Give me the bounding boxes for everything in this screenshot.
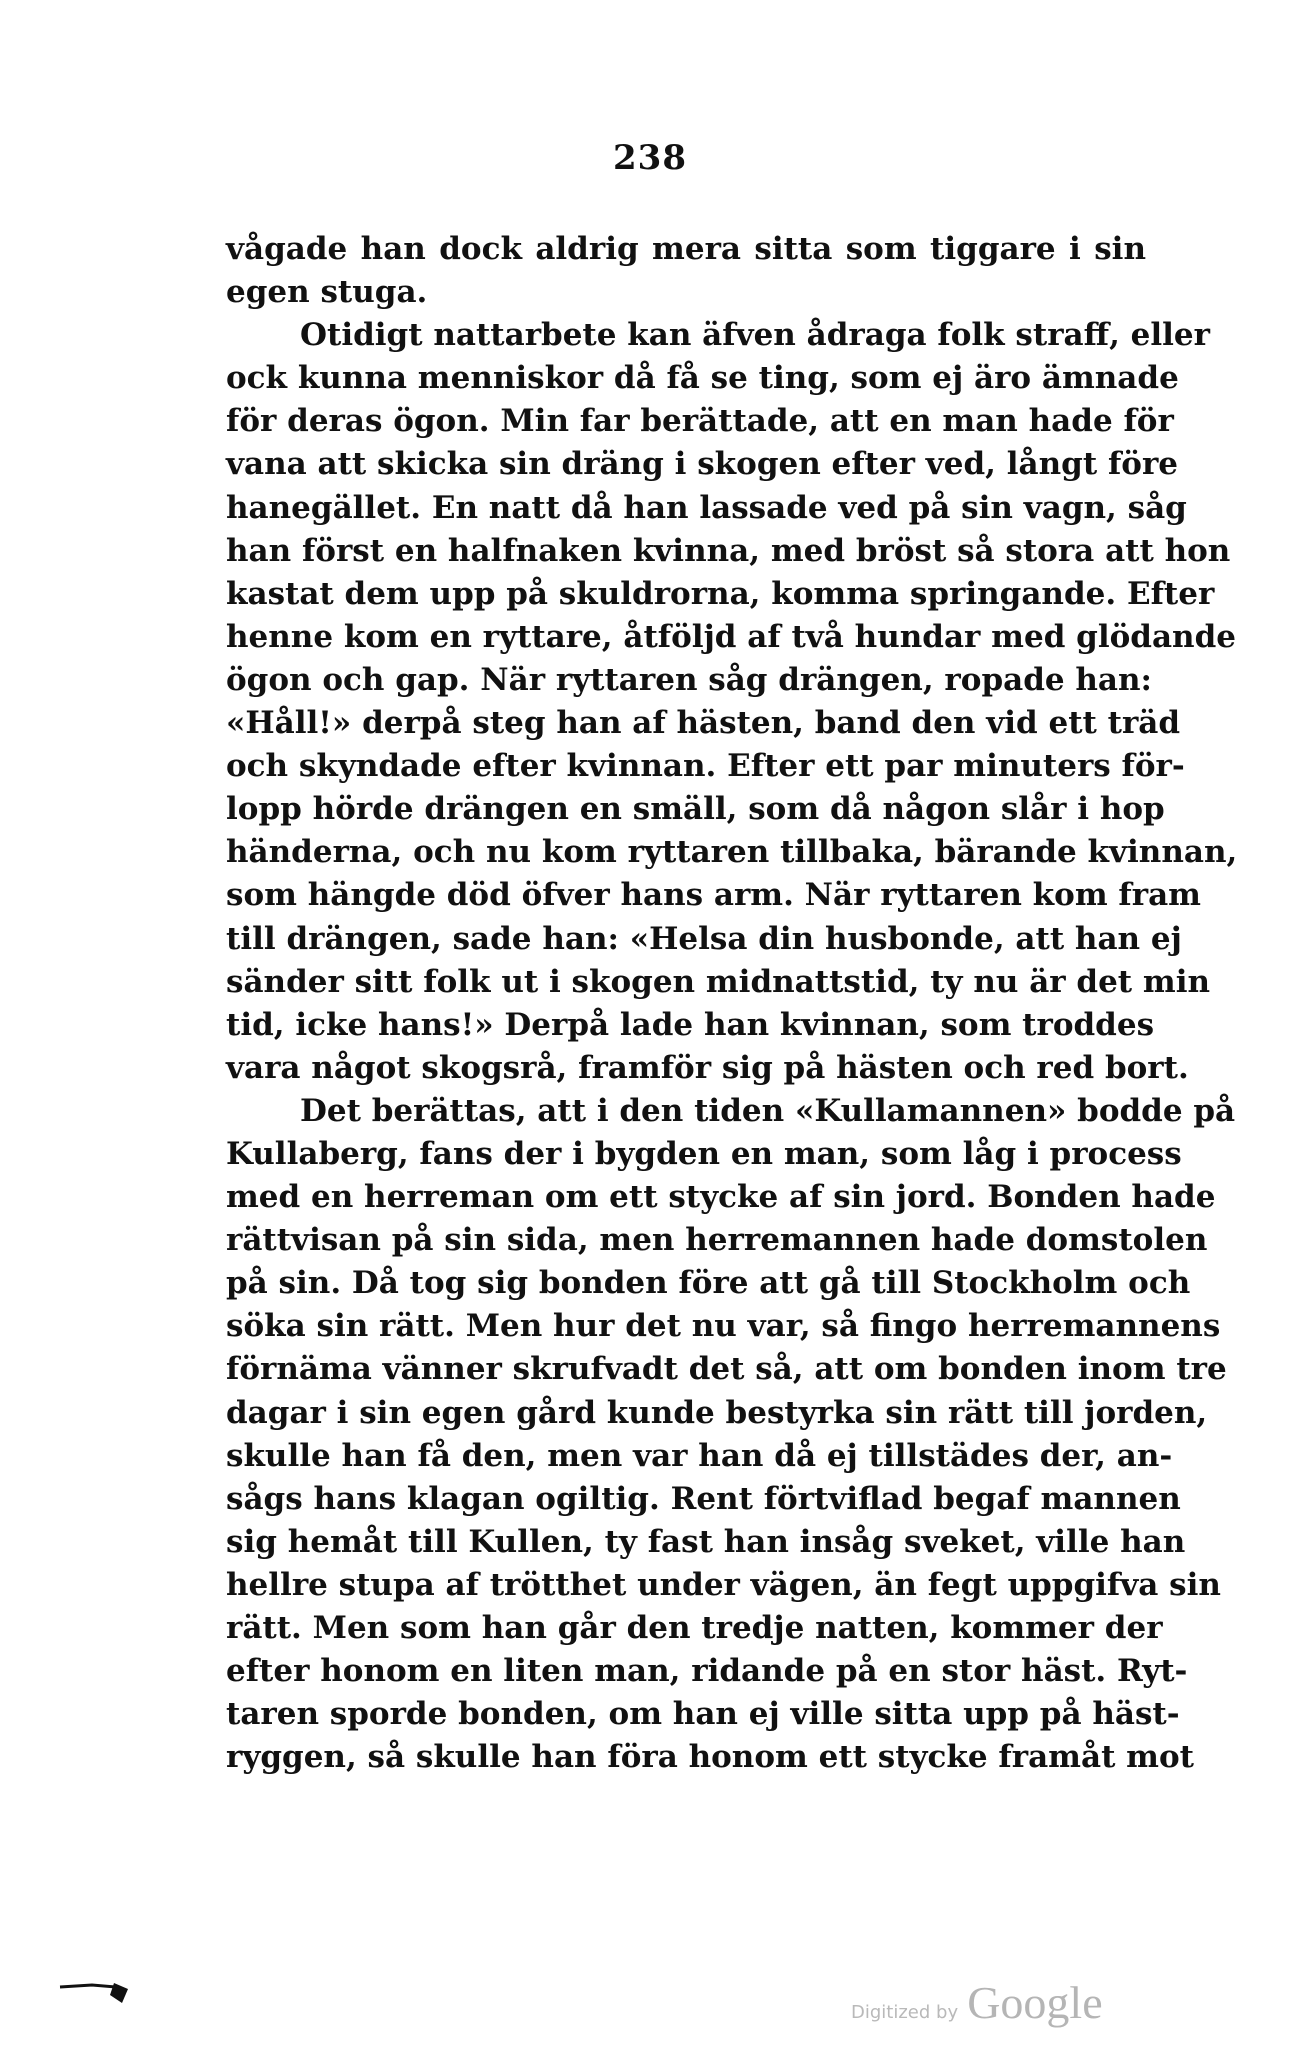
ink-mark-icon [58, 1975, 148, 2005]
text-line: taren sporde bonden, om han ej ville sitta upp på häst- [226, 1696, 1180, 1733]
text-line: på sin. Då tog sig bonden före att gå till Stockholm och [226, 1265, 1191, 1302]
text-line: Kullaberg, fans der i bygden en man, som låg i process [226, 1135, 1182, 1172]
text-line: ryggen, så skulle han föra honom ett stycke framåt mot [226, 1739, 1194, 1776]
text-line: med en herreman om ett stycke af sin jord. Bonden hade [226, 1179, 1216, 1216]
text-line: söka sin rätt. Men hur det nu var, så fingo herremannens [226, 1308, 1221, 1345]
text-line: vana att skicka sin dräng i skogen efter ved, långt före [226, 446, 1179, 483]
text-line: sågs hans klagan ogiltig. Rent förtviflad begaf mannen [226, 1480, 1181, 1517]
page-number: 238 [613, 138, 687, 178]
text-line: Otidigt nattarbete kan äfven ådraga folk straff, eller [300, 317, 1210, 354]
text-line: händerna, och nu kom ryttaren tillbaka, bärande kvinnan, [226, 834, 1238, 871]
digitized-watermark [851, 1976, 1103, 2028]
text-line: förnäma vänner skrufvadt det så, att om bonden inom tre [226, 1351, 1227, 1388]
text-line: som hängde död öfver hans arm. När ryttaren kom fram [226, 877, 1201, 914]
text-line: efter honom en liten man, ridande på en stor häst. Ryt- [226, 1653, 1188, 1690]
text-line: vågade han dock aldrig mera sitta som tiggare i sin [226, 231, 1146, 267]
text-line: tid, icke hans!» Derpå lade han kvinnan, som troddes [226, 1006, 1155, 1043]
text-line: ock kunna menniskor då få se ting, som ej äro ämnade [226, 360, 1179, 397]
text-line: «Håll!» derpå steg han af hästen, band den vid ett träd [226, 705, 1181, 742]
text-line: sig hemåt till Kullen, ty fast han insåg sveket, ville han [226, 1523, 1186, 1560]
text-line: Det berättas, att i den tiden «Kullamannen» bodde på [300, 1092, 1236, 1129]
text-line: vara något skogsrå, framför sig på hästen och red bort. [226, 1049, 1189, 1086]
text-line: hellre stupa af trötthet under vägen, än fegt uppgifva sin [226, 1566, 1221, 1603]
text-line: och skyndade efter kvinnan. Efter ett par minuters för- [226, 748, 1185, 785]
text-line: henne kom en ryttare, åtföljd af två hundar med glödande [226, 618, 1236, 655]
text-line: skulle han få den, men var han då ej tillstädes der, an- [226, 1437, 1173, 1474]
text-line: lopp hörde drängen en smäll, som då någon slår i hop [226, 791, 1165, 828]
text-line: för deras ögon. Min far berättade, att en man hade för [226, 403, 1174, 440]
text-line: hanegället. En natt då han lassade ved på sin vagn, såg [226, 489, 1187, 526]
text-line: till drängen, sade han: «Helsa din husbonde, att han ej [226, 920, 1182, 957]
body-text [226, 228, 1238, 1779]
text-line: rätt. Men som han går den tredje natten, kommer der [226, 1610, 1163, 1646]
text-line: han först en halfnaken kvinna, med bröst så stora att hon [226, 532, 1231, 569]
text-line: egen stuga. [226, 274, 428, 311]
text-line: dagar i sin egen gård kunde bestyrka sin rätt till jorden, [226, 1394, 1208, 1431]
digitized-prefix: Digitized by [851, 2002, 959, 2023]
text-line: rättvisan på sin sida, men herremannen hade domstolen [226, 1222, 1208, 1259]
text-line: kastat dem upp på skuldrorna, komma springande. Efter [226, 575, 1215, 612]
text-line: ögon och gap. När ryttaren såg drängen, ropade han: [226, 661, 1153, 698]
digitized-brand-logo: Google [967, 1977, 1103, 2028]
text-line: sänder sitt folk ut i skogen midnattstid, ty nu är det min [226, 963, 1211, 1000]
